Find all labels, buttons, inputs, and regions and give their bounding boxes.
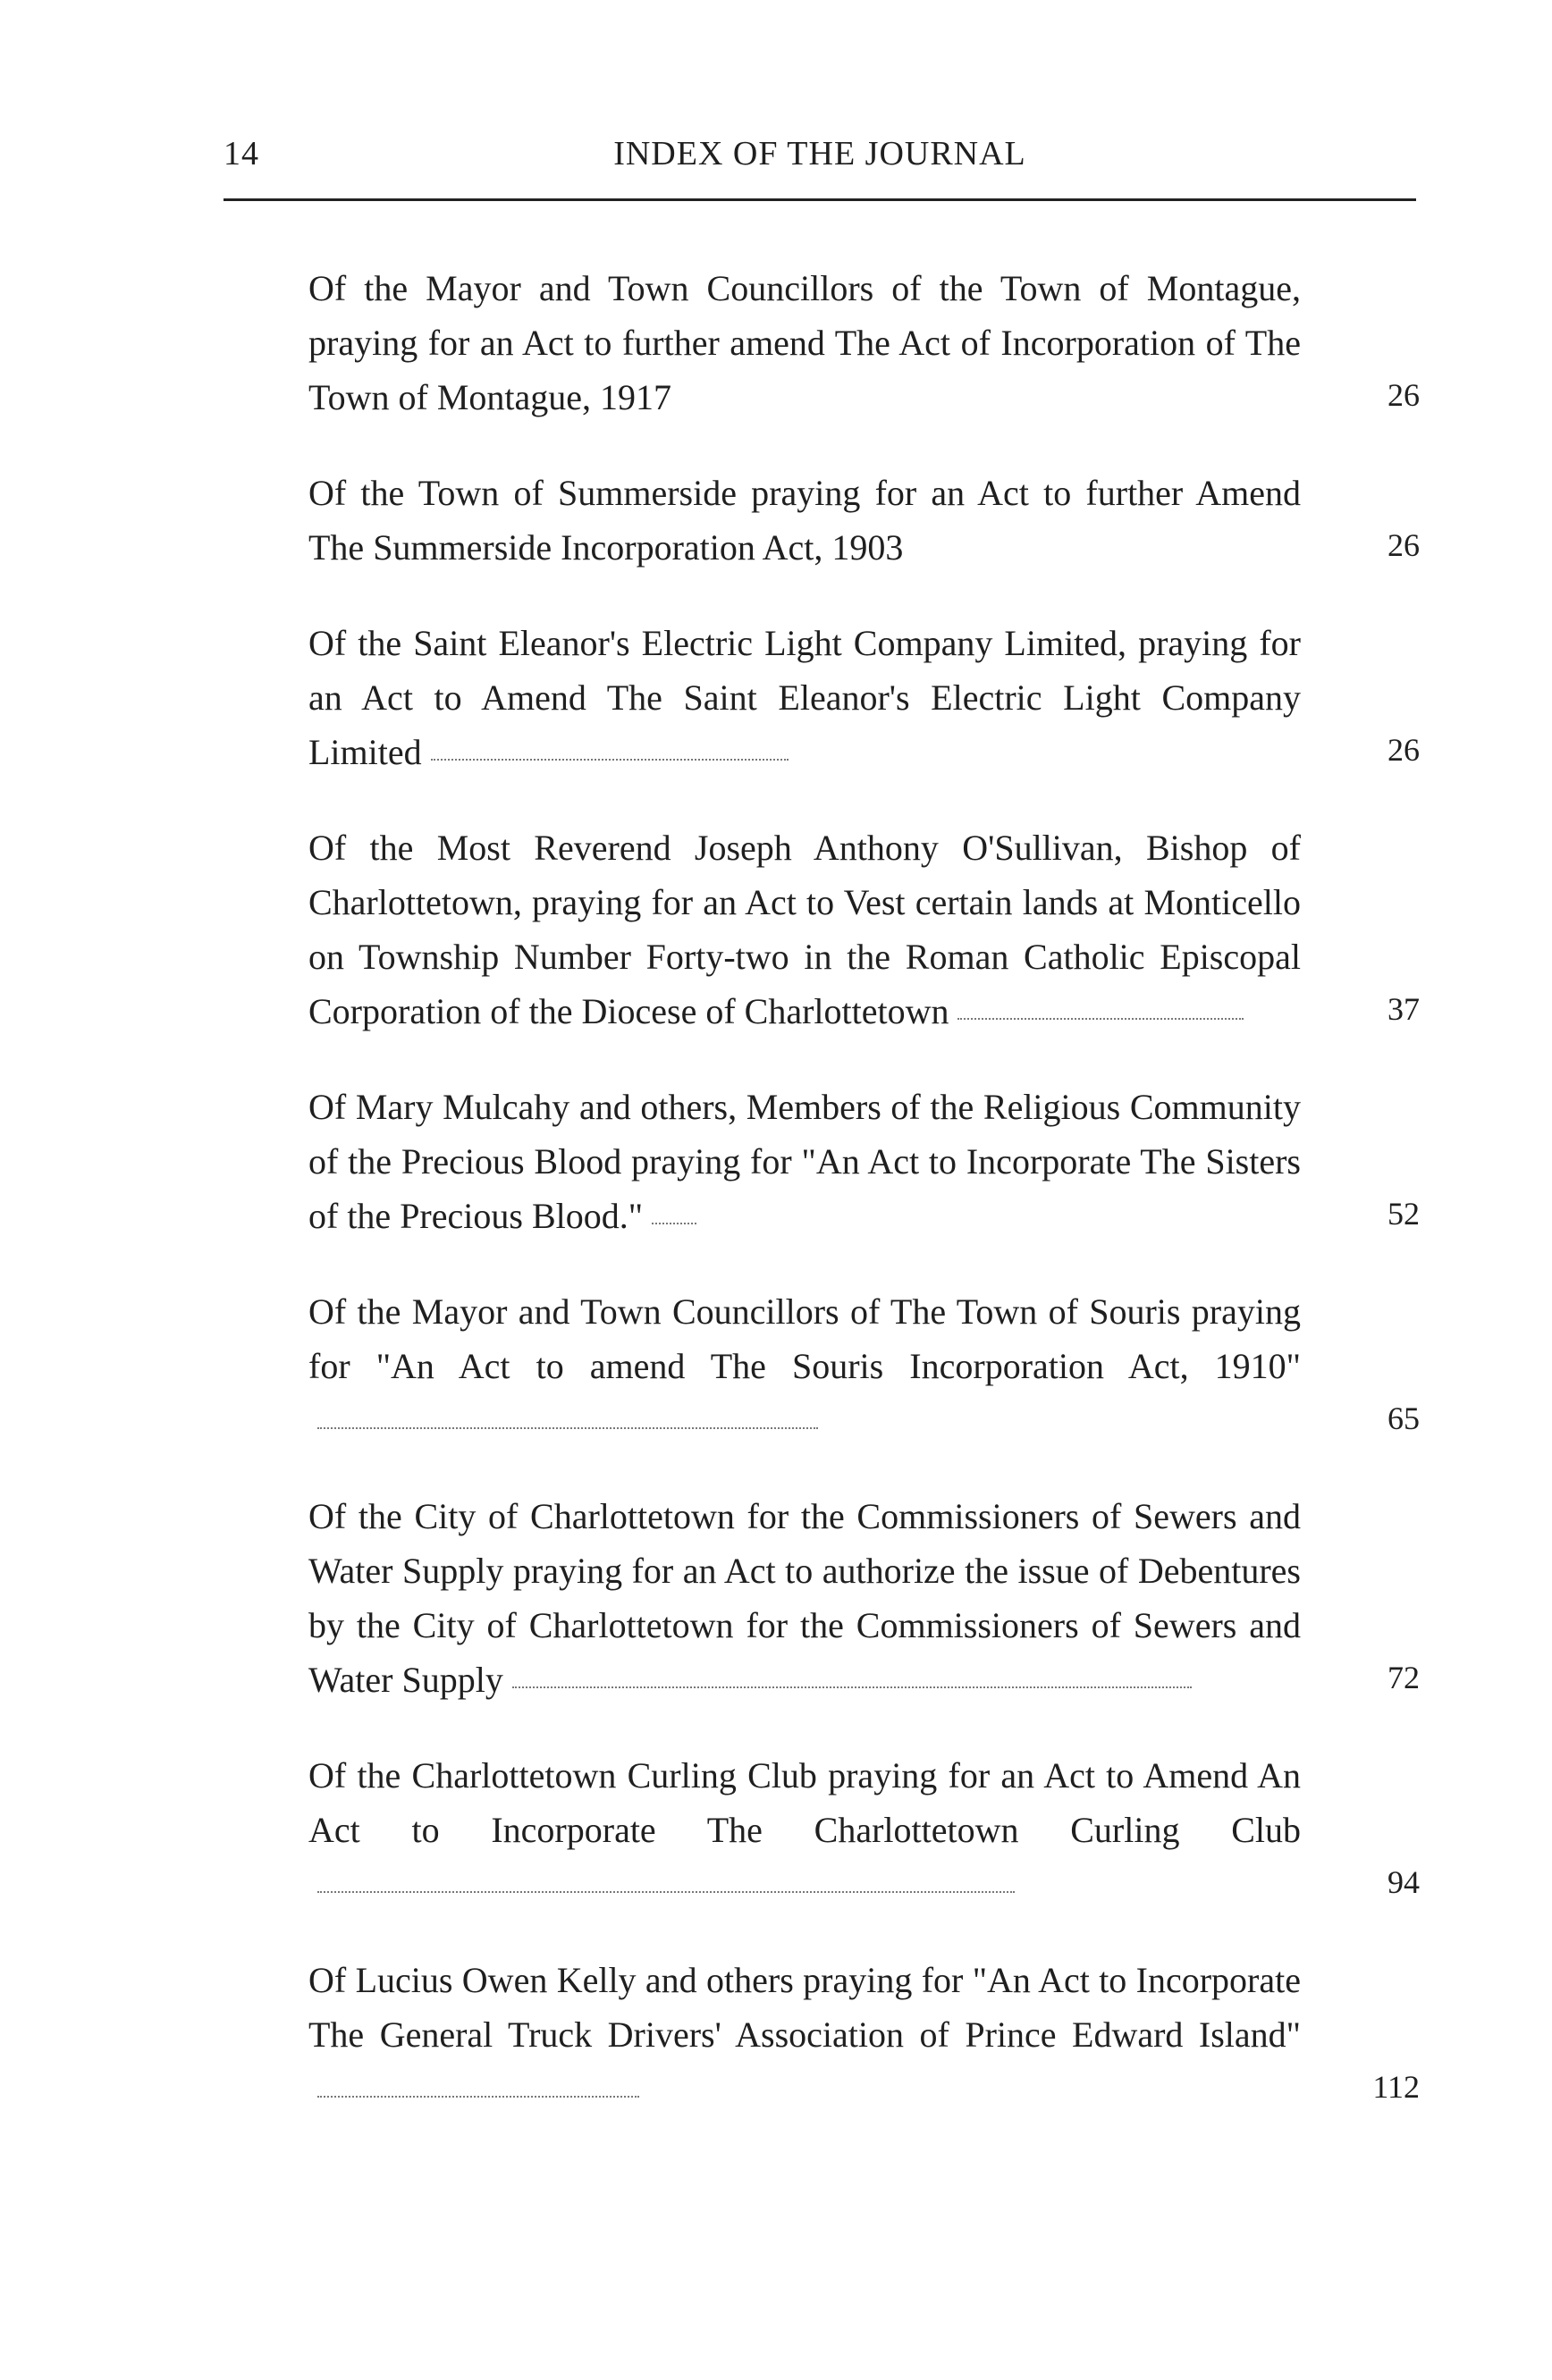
index-entry [308,820,1421,1039]
entry-page-number: 37 [1388,991,1420,1027]
entry-description: Of the Mayor and Town Councillors of the Town of Montague, praying for an Act to further amend The Act of Incorporation of The Town of Montague, 1917 [308,268,1301,417]
entry-description: Of Mary Mulcahy and others, Members of the Religious Community of the Precious Blood praying for "An Act to Incorporate The Sisters of the Precious Blood." [308,1087,1301,1236]
page-number: 14 [224,135,259,172]
entry-text [308,1489,1301,1707]
entry-page-number: 65 [1388,1400,1420,1436]
dot-leader [512,1686,1192,1688]
entry-description: Of the Town of Summerside praying for an Act to further Amend The Summerside Incorporation Act, 1903 [308,473,1301,568]
entry-description: Of the Charlottetown Curling Club praying for an Act to Amend An Act to Incorporate The Charlottetown Curling Club [308,1755,1301,1850]
entry-text [308,1284,1301,1448]
entry-text [308,1080,1301,1243]
entry-description: Of the Saint Eleanor's Electric Light Company Limited, praying for an Act to Amend The Saint Eleanor's Electric Light Company Limited [308,623,1301,772]
entry-description: Of the Mayor and Town Councillors of The Town of Souris praying for "An Act to amend The Souris Incorporation Act, 1910" [308,1291,1301,1386]
entry-text [308,466,1301,575]
entry-description: Of the Most Reverend Joseph Anthony O'Sullivan, Bishop of Charlottetown, praying for an Act to Vest certain lands at Monticello on Township Number Forty-two in the Roman Catholic Episcopal Corporation of the Diocese of Charlottetown [308,828,1301,1031]
page-header [224,134,1416,197]
dot-leader [317,1891,1015,1893]
index-entry [308,466,1421,575]
dot-leader [957,1018,1244,1020]
dot-leader [317,2096,639,2098]
entry-page-number: 52 [1388,1196,1420,1232]
index-entry [308,1748,1421,1912]
entry-text [308,820,1301,1039]
entry-page-number: 72 [1388,1660,1420,1695]
entry-text [308,616,1301,779]
index-entries [308,261,1421,2116]
dot-leader [317,1427,818,1429]
running-title: INDEX OF THE JOURNAL [613,135,1026,172]
entry-description: Of the City of Charlottetown for the Commissioners of Sewers and Water Supply praying for an Act to authorize the issue of Debentures by the City of Charlottetown for the Commissioners of Sewers and Water Supply [308,1496,1301,1700]
entry-text [308,1748,1301,1912]
entry-page-number: 26 [1388,732,1420,768]
entry-text [308,1953,1301,2116]
index-entry [308,616,1421,779]
entry-page-number: 94 [1388,1864,1420,1900]
index-entry [308,1953,1421,2116]
entry-description: Of Lucius Owen Kelly and others praying for "An Act to Incorporate The General Truck Drivers' Association of Prince Edward Island" [308,1960,1301,2055]
index-entry [308,1284,1421,1448]
header-rule [224,198,1416,201]
entry-text [308,261,1301,425]
index-entry [308,1489,1421,1707]
index-entry [308,1080,1421,1243]
entry-page-number: 112 [1372,2069,1420,2105]
entry-page-number: 26 [1388,527,1420,563]
entry-page-number: 26 [1388,377,1420,413]
index-entry [308,261,1421,425]
dot-leader [431,759,789,761]
dot-leader [652,1223,696,1224]
